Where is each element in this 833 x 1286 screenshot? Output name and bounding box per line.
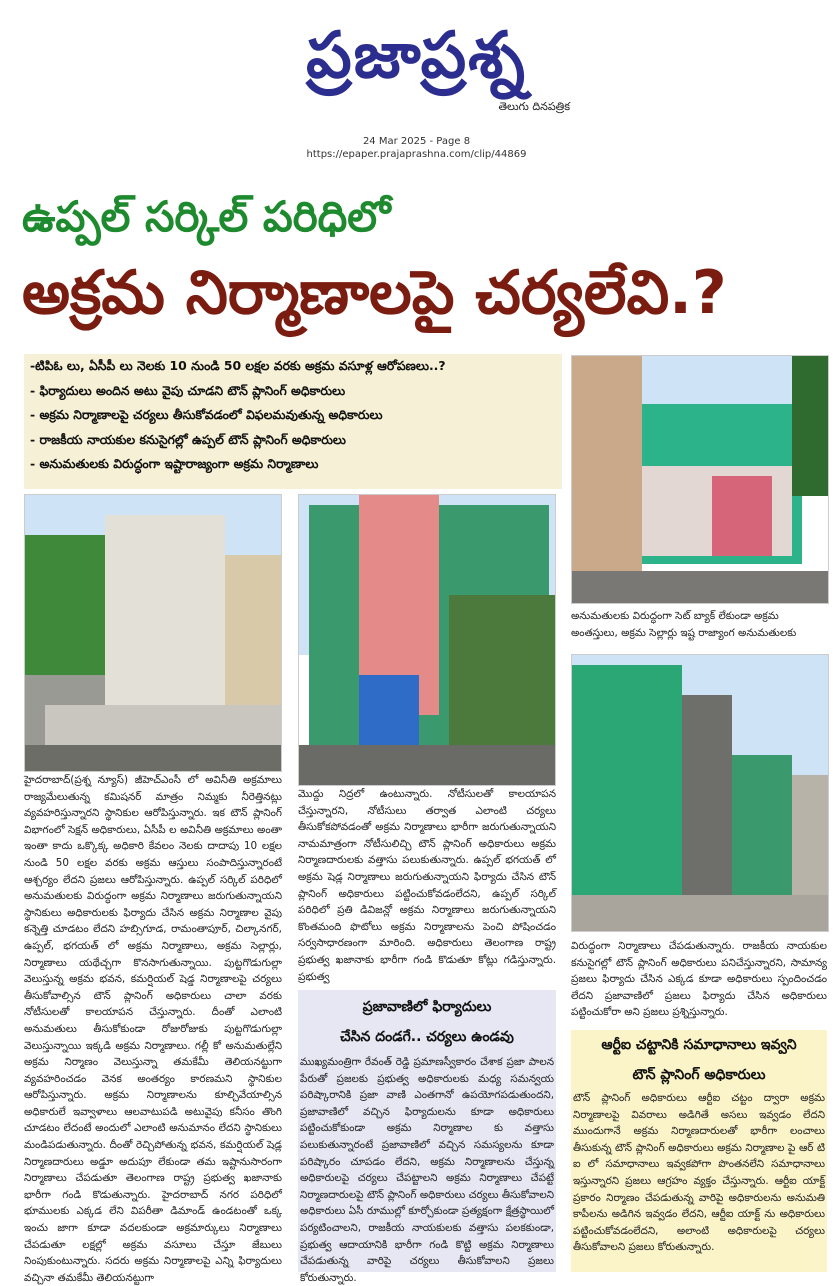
article-body-col1: హైదరాబాద్(ప్రశ్న న్యూస్) జీహెచ్ఎంసీ లో అవినీతి అక్రమాలు రాజ్యమేలుతున్న కమిషనర్ మాత్రం నిమ్మకు నీరెత్తినట్లు వ్యవహరిస్తున్నారని స్థానికుల ఆరోపిస్తున్నారు. ఇక టౌన్ ప్లానింగ్ విభాగంలో సెక్షన్ అధికారులు, ఏసీపీ ల అవినీతి అక్రమాలు అంతా ఇంతా కాదు ఒక్కొక్క అధికారి కేవలం నెలకు దాదాపు 10 లక్షల నుండి 50 లక్షల వరకు అక్రమ ఆస్తులు సంపాదిస్తున్నారంటే ఆశ్చర్యం లేదని ప్రజలు ఆరోపిస్తున్నారు. ఉప్పల్ సర్కిల్ పరిధిలో అనుమతులకు విరుద్ధంగా అక్రమ నిర్మాణాలు జరుగుతున్నాయని స్థానికులు అధికారులకు ఫిర్యాదు చేసిన అక్రమ నిర్మాణాల వైపు కన్నెత్తి చూడటం లేదని హబ్సిగూడ, రామంతాపూర్, చిల్కానగర్, ఉప్పల్, భగయత్ లో అక్రమ నిర్మాణాలు, అక్రమ సెల్లార్లు, నిర్మాణాలు యథేచ్చగా కొనసాగుతున్నాయి. పుట్టగొడుగుల్లా వెలుస్తున్న అక్రమ భవన, కమర్షియల్ షెడ్డ నిర్మాణాలపై చర్యలు తీసుకోవాల్సిన టౌన్ ప్లానింగ్ అధికారులు చాలా వరకు నోటీసులతో కాలయాపన చేస్తున్నారు. దీంతో ఎలాంటి అనుమతులు తీసుకోకుండా రోజురోజుకు పుట్టగొడుగుల్లా వెలుస్తున్నాయి ఇక్కడి అక్రమ నిర్మాణాలు. గల్లీ కో అనుమతుల్లేని అక్రమ నిర్మాణం వెలుస్తున్నా తమకేమీ తెలియనట్టుగా వ్యవహరించడం వెనక అంతర్యం కారణమని స్థానికుల ఆరోపిస్తున్నారు. అక్రమ నిర్మాణాలను కూల్చివేయాల్సిన అధికారులే ఇవ్వాళాలు ఆలవాటుపడి అటువైపు కనీసం తొంగి చూడటం లేదంటే అందులో ఎలాంటి అనుమానం లేదని స్థానికులు మండిపడుతున్నారు. దీంతో రెచ్చిపోతున్న భవన, కమర్షియల్ షెడ్ల నిర్మాణదారులు అడ్డూ అదుపూ లేకుండా తమ ఇష్టానుసారంగా నిర్మాణాలు చేపడుతూ తెలంగాణ రాష్ట్ర ప్రభుత్వ ఖజానాకు భారీగా గండి కొడుతున్నారు. హైదరాబాద్ నగర పరిధిలో భూములకు ఎక్కడ లేని విపరీతా డిమాండ్ ఉండటంతో ఒక్క ఇంచు జాగా కూడా వదలకుండా అక్రమార్కులు నిర్మాణాలు చేపడుతూ లక్షల్లో అక్రమ వసూలు చేస్తూ జేబులు నింపుకుంటున్నారు. సదరు అక్రమ నిర్మాణాలపై ఎన్ని ఫిర్యాదులు వచ్చినా తమకేమీ తెలియనట్టుగా xyxy=(24,774,282,1284)
sidebar-box-rti xyxy=(571,1030,827,1272)
building-photo-right-bottom xyxy=(571,654,829,932)
rti-box-subtitle: టౌన్ ప్లానింగ్ అధికారులు xyxy=(632,1067,766,1083)
bullet-box xyxy=(24,354,562,489)
bullet-item: - అనుమతులకు విరుద్ధంగా ఇష్టారాజ్యంగా అక్రమ నిర్మాణాలు xyxy=(30,456,319,471)
masthead xyxy=(0,0,833,130)
rti-box-body: టౌన్ ప్లానింగ్ అధికారులు ఆర్టీఐ చట్టం ద్వారా అక్రమ నిర్మాణాలపై వివరాలు అడిగితే అసలు ఇవ్వడం లేదని ముందుగానే అక్రమ నిర్మాణదారులతో భారీగా లంచాలు తీసుకున్న టౌన్ ప్లానింగ్ అధికారులు అక్రమ నిర్మాణాల పై ఆర్ టి ఐ లో సమాధానాలు ఇవ్వకపోగా పొంతనలేని సమాధానాలు ఇస్తున్నారని ప్రజలు ఆగ్రహం వ్యక్తం చేస్తున్నారు. ఆర్టీఐ యాక్ట్ ప్రకారం నిర్మాణం చేపడుతున్న వారిపై అధికారులను అనుమతి కాపీలను అడిగిన ఇవ్వడం లేదని, ఆర్టీఐ యాక్ట్ ను అధికారులు పట్టించుకోవడంలేదని, అలాంటి అధికారులపై చర్యలు తీసుకోవాలని ప్రజలు కోరుతున్నారు. xyxy=(573,1092,825,1254)
sidebar-box-prajavani xyxy=(298,990,556,1284)
article-body-col3: విరుద్ధంగా నిర్మాణాలు చేపడుతున్నారు. రాజకీయ నాయకుల కనుసైగల్లో టౌన్ ప్లానింగ్ అధికారులు పనిచేస్తున్నారని, సామాన్య ప్రజలు ఫిర్యాదు చేసిన ఎక్కడ కూడా అధికారులు స్పందించడం లేదని ప్రజావాణిలో ప్రజలు ఫిర్యాదు చేసిన అధికారులు పట్టించుకోరా అని ప్రజలు ప్రశ్నిస్తున్నారు. xyxy=(571,940,827,1019)
rti-box-title: ఆర్టీఐ చట్టానికి సమాధానాలు ఇవ్వని xyxy=(601,1037,797,1053)
tagline: తెలుగు దినపత్రిక xyxy=(498,100,570,113)
main-headline: అక్రమ నిర్మాణాలపై చర్యలేవి.? xyxy=(22,258,727,328)
bullet-item: - ఫిర్యాదులు అందిన అటు వైపు చూడని టౌన్ ప్లానింగ్ అధికారులు xyxy=(30,382,346,398)
clip-url: https://epaper.prajaprashna.com/clip/44869 xyxy=(306,149,527,160)
kicker-headline: ఉప్పల్ సర్కిల్ పరిధిలో xyxy=(22,192,391,241)
photo-caption: అనుమతులకు విరుద్ధంగా సెట్ బ్యాక్ లేకుండా అక్రమ అంతస్తులు, అక్రమ సెల్లార్లు ఇష్ట రాజ్యాంగ అనుమతులకు xyxy=(571,610,797,639)
box-title: ప్రజావాణిలో ఫిర్యాదులు xyxy=(362,999,492,1015)
box-body: ముఖ్యమంత్రిగా రేవంత్ రెడ్డి ప్రమాణస్వీకారం చేశాక ప్రజా పాలన పేరుతో ప్రజలకు ప్రభుత్వ అధికారులకు మధ్య సమన్వయ పరిష్కారానికి ప్రజా వాణి ఎంతగానో ఉపయోగపడుతుందని, ప్రజావాణిలో వచ్చిన ఫిర్యాదులను కూడా అధికారులు పట్టించుకోకుండా అక్రమ నిర్మాణాల కు వత్తాసు పలుకుతున్నారంటే ప్రజావాణిలో వచ్చిన సమస్యలను కూడా పరిష్కారం చూపడం లేదని, అక్రమ నిర్మాణాలను చేస్తున్న అధికారులపై చర్యలు చేపట్టాలని అక్రమ నిర్మాణాలు చేపట్టే నిర్మాణదారులపై టౌన్ ప్లానింగ్ అధికారులు చర్యలు తీసుకోవాలని అధికారులు ఏసీ రూముల్లో కూర్చోకుండా ప్రత్యక్షంగా క్షేత్రస్థాయిలో పర్యటించాలని, రాజకీయ నాయకులకు వత్తాసు పలకకుండా, ప్రభుత్వ ఆదాయానికి భారీగా గండి కొట్టి అక్రమ నిర్మాణాలు చేపడుతున్న వారిపై చర్యలు తీసుకోవాలని ప్రజలు కోరుతున్నారు. xyxy=(300,1056,554,1284)
building-photo-right-top xyxy=(571,355,829,604)
bullet-item: -టిపిఓ లు, ఏసీపీ లు నెలకు 10 నుండి 50 లక్షల వరకు అక్రమ వసూళ్ల ఆరోపణలు..? xyxy=(30,358,446,373)
box-subtitle: చేసిన దండగే.. చర్యలు ఉండవు xyxy=(340,1029,514,1045)
bullet-item: - రాజకీయ నాయకుల కనుసైగల్లో ఉప్పల్ టౌన్ ప్లానింగ్ అధికారులు xyxy=(30,431,346,447)
dateline: 24 Mar 2025 - Page 8 xyxy=(362,136,471,147)
building-photo-center xyxy=(298,494,556,786)
newspaper-logo: ప్రజాప్రశ్న xyxy=(306,19,527,93)
bullet-item: - అక్రమ నిర్మాణాలపై చర్యలు తీసుకోవడంలో విఫలమవుతున్న అధికారులు xyxy=(30,407,383,422)
article-body-col2: మొద్దు నిద్రలో ఉంటున్నారు. నోటీసులతో కాలయాపన చేస్తున్నారని, నోటీసులు తర్వాత ఎలాంటి చర్యలు తీసుకోకపోవడంతో అక్రమ నిర్మాణాలు భారీగా జరుగుతున్నాయని నామమాత్రంగా నోటీసులిచ్చి టౌన్ ప్లానింగ్ అధికారులు అక్రమ నిర్మాణదారులకు వత్తాసు పలుకుతున్నారు. ఉప్పల్ భగయత్ లో అక్రమ షెడ్ల నిర్మాణాలు జరుగుతున్నాయని ఫిర్యాదు చేసిన టౌన్ ప్లానింగ్ అధికారులు పట్టించుకోవడంలేదని, ఉప్పల్ సర్కిల్ పరిధిలో ప్రతి డివిజన్లో అక్రమ నిర్మాణాలు జరుగుతున్నాయని కొంతమంది ఫొటోలు అక్రమ నిర్మాణాలను పెంచి పోషించడం సర్వసాధారణంగా మారింది. అధికారులు తెలంగాణ రాష్ట్ర ప్రభుత్వ ఖజానాకు భారీగా గండి కొడుతూ కోట్లు గడిస్తున్నారు. ప్రభుత్వ xyxy=(298,788,556,983)
building-photo-left xyxy=(24,494,282,772)
